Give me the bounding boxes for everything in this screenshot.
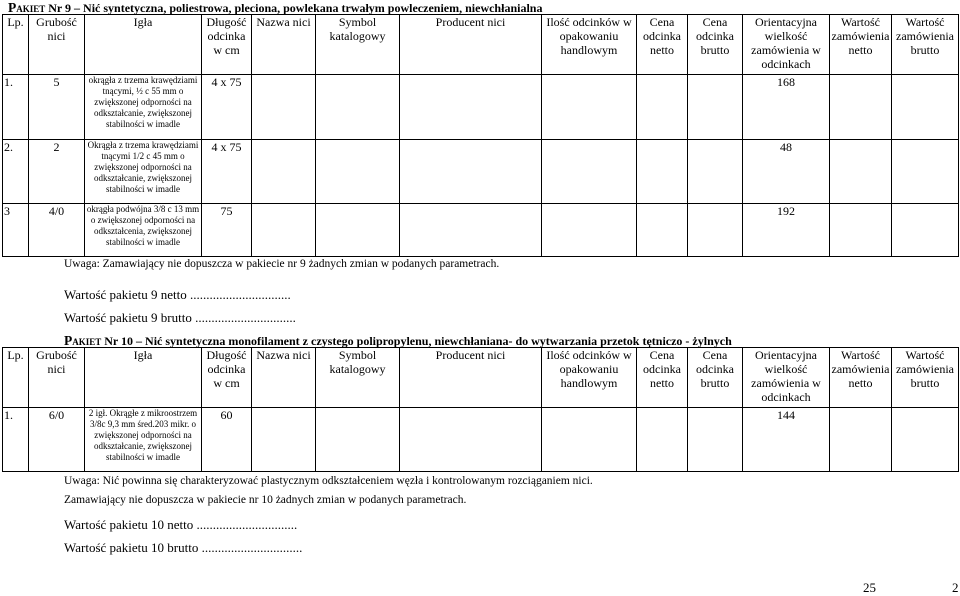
pkg9-uwaga: Uwaga: Zamawiający nie dopuszcza w pakiecie nr 9 żadnych zmian w podanych parametrach. xyxy=(64,258,500,270)
header-producent: Producent nici xyxy=(400,348,542,408)
row-symbol[interactable] xyxy=(316,408,400,472)
row-cena-netto[interactable] xyxy=(637,75,688,140)
row-cena-netto[interactable] xyxy=(637,204,688,257)
row-grubosc: 5 xyxy=(29,75,85,140)
header-ilosc: Ilość odcinków w opakowaniu handlowym xyxy=(542,348,637,408)
table-row xyxy=(3,140,959,204)
header-cena-netto: Cena odcinka netto xyxy=(637,15,688,75)
header-wartosc-brutto: Wartość zamówienia brutto xyxy=(892,348,959,408)
header-cena-brutto: Cena odcinka brutto xyxy=(688,15,743,75)
row-igla: 2 igł. Okrągłe z mikroostrzem 3/8c 9,3 mm śred.203 mikr. o zwiększonej odporności na odkształcanie, zwiększonej stabilności w imadle xyxy=(85,408,202,472)
header-dlugosc: Długość odcinka w cm xyxy=(202,348,252,408)
row-wartosc-brutto[interactable] xyxy=(892,408,959,472)
row-symbol[interactable] xyxy=(316,140,400,204)
row-wartosc-netto[interactable] xyxy=(830,204,892,257)
pkg10-title-rest: Nr 10 – Nić syntetyczna monofilament z czystego polipropylenu, niewchłaniana- do wytwarzania przetok tętniczo - żylnych xyxy=(104,334,732,348)
row-symbol[interactable] xyxy=(316,204,400,257)
header-cena-netto: Cena odcinka netto xyxy=(637,348,688,408)
row-lp: 1. xyxy=(3,408,29,472)
pkg10-table xyxy=(2,347,959,472)
row-dlugosc: 4 x 75 xyxy=(202,75,252,140)
row-nazwa[interactable] xyxy=(252,75,316,140)
header-grubosc: Grubość nici xyxy=(29,15,85,75)
row-cena-netto[interactable] xyxy=(637,140,688,204)
row-grubosc: 6/0 xyxy=(29,408,85,472)
row-producent[interactable] xyxy=(400,75,542,140)
header-producent: Producent nici xyxy=(400,15,542,75)
row-cena-brutto[interactable] xyxy=(688,204,743,257)
header-symbol: Symbol katalogowy xyxy=(316,348,400,408)
header-wielkosc: Orientacyjna wielkość zamówienia w odcinkach xyxy=(743,15,830,75)
header-wartosc-brutto: Wartość zamówienia brutto xyxy=(892,15,959,75)
row-dlugosc: 4 x 75 xyxy=(202,140,252,204)
header-lp: Lp. xyxy=(3,15,29,75)
row-wielkosc: 192 xyxy=(743,204,830,257)
row-cena-brutto[interactable] xyxy=(688,75,743,140)
row-igla: okrągła podwójna 3/8 c 13 mm o zwiększonej odporności na odkształcenia, zwiększonej stabilności w imadle xyxy=(85,204,202,257)
table-row xyxy=(3,408,959,472)
row-ilosc-opak[interactable] xyxy=(542,75,637,140)
pkg9-table xyxy=(2,14,959,257)
header-cena-brutto: Cena odcinka brutto xyxy=(688,348,743,408)
row-producent[interactable] xyxy=(400,204,542,257)
pkg10-header-row xyxy=(3,348,959,408)
header-nazwa: Nazwa nici xyxy=(252,15,316,75)
pkg10-title-word: Pakiet xyxy=(64,333,102,348)
row-symbol[interactable] xyxy=(316,75,400,140)
pkg9-total-brutto: Wartość pakietu 9 brutto ............................... xyxy=(64,310,296,325)
pkg9-title-rest: Nr 9 – Nić syntetyczna, poliestrowa, pleciona, powlekana trwałym powleczeniem, niewchłanialna xyxy=(48,1,543,15)
row-producent[interactable] xyxy=(400,140,542,204)
header-igla: Igła xyxy=(85,15,202,75)
header-igla: Igła xyxy=(85,348,202,408)
row-wielkosc: 168 xyxy=(743,75,830,140)
header-wartosc-netto: Wartość zamówienia netto xyxy=(830,348,892,408)
row-wielkosc: 144 xyxy=(743,408,830,472)
row-grubosc: 4/0 xyxy=(29,204,85,257)
header-symbol: Symbol katalogowy xyxy=(316,15,400,75)
row-producent[interactable] xyxy=(400,408,542,472)
row-cena-brutto[interactable] xyxy=(688,408,743,472)
page-number-right: 2 xyxy=(952,580,959,595)
row-ilosc-opak[interactable] xyxy=(542,408,637,472)
row-wartosc-brutto[interactable] xyxy=(892,140,959,204)
row-igla: okrągła z trzema krawędziami tnącymi, ½ c 55 mm o zwiększonej odporności na odkształcanie, zwiększonej stabilności w imadle xyxy=(85,75,202,140)
row-grubosc: 2 xyxy=(29,140,85,204)
row-wartosc-brutto[interactable] xyxy=(892,75,959,140)
pkg10-total-netto: Wartość pakietu 10 netto ............................... xyxy=(64,517,298,532)
row-dlugosc: 75 xyxy=(202,204,252,257)
row-ilosc-opak[interactable] xyxy=(542,140,637,204)
row-lp: 1. xyxy=(3,75,29,140)
row-wartosc-netto[interactable] xyxy=(830,140,892,204)
pkg10-total-brutto: Wartość pakietu 10 brutto ............................... xyxy=(64,540,303,555)
row-ilosc-opak[interactable] xyxy=(542,204,637,257)
header-dlugosc: Długość odcinka w cm xyxy=(202,15,252,75)
row-dlugosc: 60 xyxy=(202,408,252,472)
row-nazwa[interactable] xyxy=(252,204,316,257)
header-lp: Lp. xyxy=(3,348,29,408)
row-nazwa[interactable] xyxy=(252,408,316,472)
pkg9-total-netto: Wartość pakietu 9 netto ............................... xyxy=(64,287,291,302)
pkg9-header-row xyxy=(3,15,959,75)
row-lp: 2. xyxy=(3,140,29,204)
row-wielkosc: 48 xyxy=(743,140,830,204)
table-row xyxy=(3,204,959,257)
page-number: 25 xyxy=(863,580,876,595)
row-wartosc-brutto[interactable] xyxy=(892,204,959,257)
pkg10-uwaga-2: Zamawiający nie dopuszcza w pakiecie nr 10 żadnych zmian w podanych parametrach. xyxy=(64,494,467,506)
row-lp: 3 xyxy=(3,204,29,257)
row-cena-netto[interactable] xyxy=(637,408,688,472)
row-igla: Okrągła z trzema krawędziami tnącymi 1/2 c 45 mm o zwiększonej odporności na odkształcanie, zwiększonej stabilności w imadle xyxy=(85,140,202,204)
header-nazwa: Nazwa nici xyxy=(252,348,316,408)
pkg10-uwaga-1: Uwaga: Nić powinna się charakteryzować plastycznym odkształceniem węzła i kontrolowanym rozciąganiem nici. xyxy=(64,475,593,487)
header-grubosc: Grubość nici xyxy=(29,348,85,408)
pkg9-title-word: Pakiet xyxy=(8,0,46,15)
header-wielkosc: Orientacyjna wielkość zamówienia w odcinkach xyxy=(743,348,830,408)
row-wartosc-netto[interactable] xyxy=(830,408,892,472)
row-nazwa[interactable] xyxy=(252,140,316,204)
row-cena-brutto[interactable] xyxy=(688,140,743,204)
row-wartosc-netto[interactable] xyxy=(830,75,892,140)
header-ilosc: Ilość odcinków w opakowaniu handlowym xyxy=(542,15,637,75)
table-row xyxy=(3,75,959,140)
header-wartosc-netto: Wartość zamówienia netto xyxy=(830,15,892,75)
